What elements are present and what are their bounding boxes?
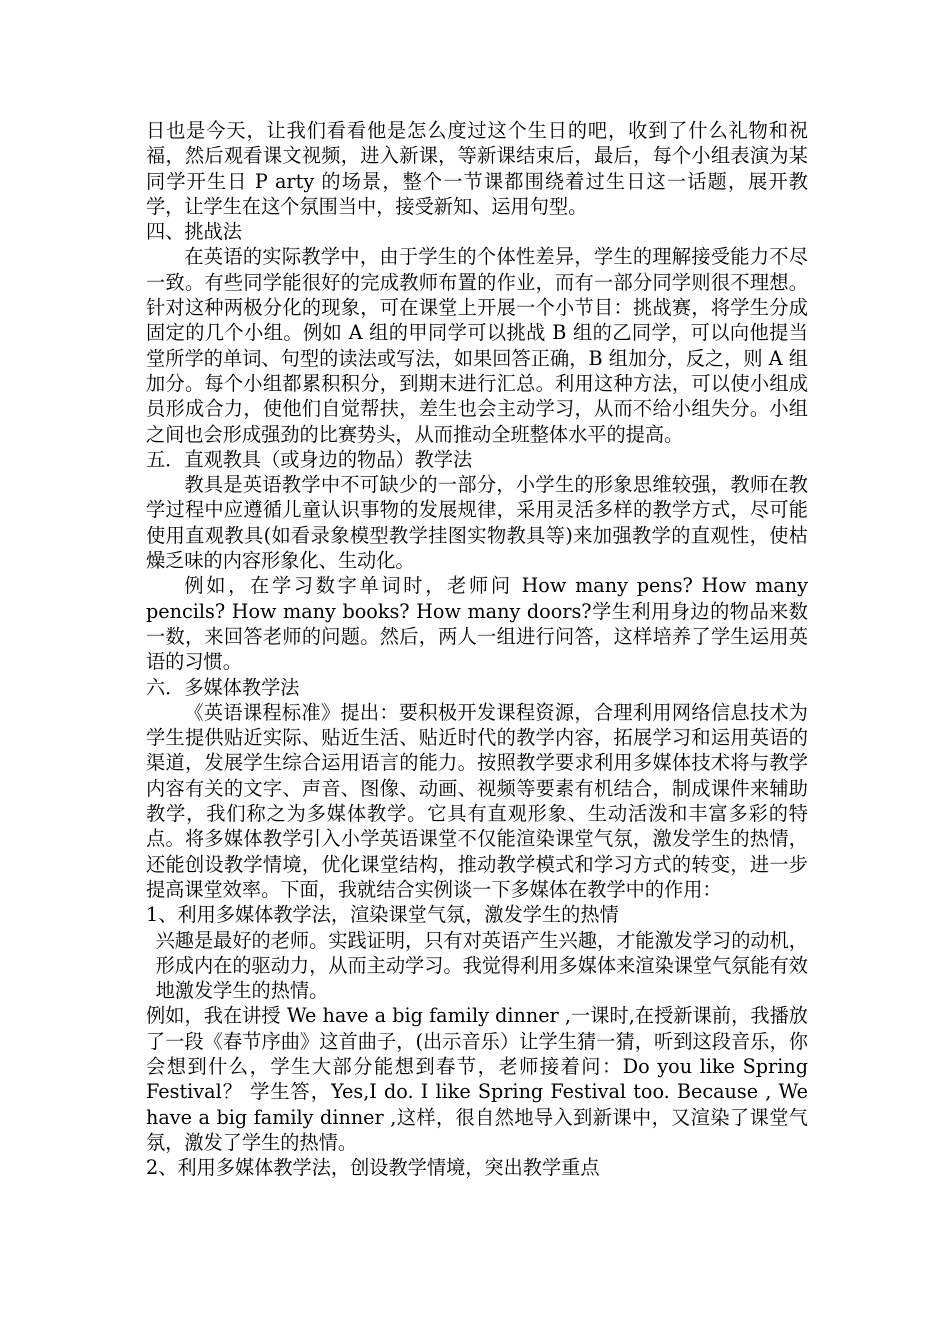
heading-multimedia-point-2: 2、利用多媒体教学法，创设教学情境，突出教学重点: [146, 1156, 600, 1180]
paragraph-challenge-method: 在英语的实际教学中，由于学生的个体性差异，学生的理解接受能力不尽一致。有些同学能很好的完成教师布置的作业，而有一部分同学则很不理想。针对这种两极分化的现象，可在课堂上开展一个小节目：挑战赛，将学生分成固定的几个小组。例如 A 组的甲同学可以挑战 B 组的乙同学，可以向他提当堂所学的单词、句型的读法或写法，如果回答正确，B 组加分，反之，则 A 组加分。每个小组都累积积分，到期末进行汇总。利用这种方法，可以使小组成员形成合力，使他们自觉帮扶，差生也会主动学习，从而不给小组失分。小组之间也会形成强劲的比赛势头，从而推动全班整体水平的提高。: [146, 245, 808, 446]
document-body: [146, 118, 808, 1180]
heading-challenge-method: 四、挑战法: [146, 220, 242, 244]
paragraph-visual-aids-2: 例如，在学习数字单词时，老师问 How many pens? How many pencils? How many books? How many doors?学生利用身边的物品来数一数，来回答老师的问题。然后，两人一组进行问答，这样培养了学生运用英语的习惯。: [146, 574, 808, 674]
heading-multimedia-point-1: 1、利用多媒体教学法，渲染课堂气氛，激发学生的热情: [146, 903, 619, 927]
paragraph-intro-continued: 日也是今天，让我们看看他是怎么度过这个生日的吧，收到了什么礼物和祝福，然后观看课文视频，进入新课，等新课结束后，最后，每个小组表演为某同学开生日 P arty 的场景，整个一节课都围绕着过生日这一话题，展开教学，让学生在这个氛围当中，接受新知、运用句型。: [146, 119, 808, 218]
heading-multimedia-method: 六．多媒体教学法: [146, 675, 300, 699]
paragraph-multimedia-point-1b: 例如，我在讲授 We have a big family dinner ,一课时,在授新课前，我播放了一段《春节序曲》这首曲子，(出示音乐）让学生猜一猜，听到这段音乐，你会想到什么，学生大部分能想到春节，老师接着问：Do you like Spring Festival？ 学生答，Yes,I do. I like Spring Festival too. Because , We have a big family dinner ,这样，很自然地导入到新课中，又渲染了课堂气氛，激发了学生的热情。: [146, 1004, 808, 1154]
paragraph-multimedia-method: 《英语课程标准》提出：要积极开发课程资源，合理利用网络信息技术为学生提供贴近实际、贴近生活、贴近时代的教学内容，拓展学习和运用英语的渠道，发展学生综合运用语言的能力。按照教学要求利用多媒体技术将与教学内容有关的文字、声音、图像、动画、视频等要素有机结合，制成课件来辅助教学，我们称之为多媒体教学。它具有直观形象、生动活泼和丰富多彩的特点。将多媒体教学引入小学英语课堂不仅能渲染课堂气氛，激发学生的热情，还能创设教学情境，优化课堂结构，推动教学模式和学习方式的转变，进一步提高课堂效率。下面，我就结合实例谈一下多媒体在教学中的作用：: [146, 700, 808, 901]
heading-visual-aids-method: 五．直观教具（或身边的物品）教学法: [146, 447, 473, 471]
paragraph-multimedia-point-1a: 兴趣是最好的老师。实践证明，只有对英语产生兴趣，才能激发学习的动机，形成内在的驱动力，从而主动学习。我觉得利用多媒体来渲染课堂气氛能有效地激发学生的热情。: [155, 928, 808, 1003]
paragraph-visual-aids-1: 教具是英语教学中不可缺少的一部分，小学生的形象思维较强，教师在教学过程中应遵循儿童认识事物的发展规律，采用灵活多样的教学方式，尽可能使用直观教具(如看录象模型教学挂图实物教具等)来加强教学的直观性，使枯燥乏味的内容形象化、生动化。: [146, 473, 808, 573]
